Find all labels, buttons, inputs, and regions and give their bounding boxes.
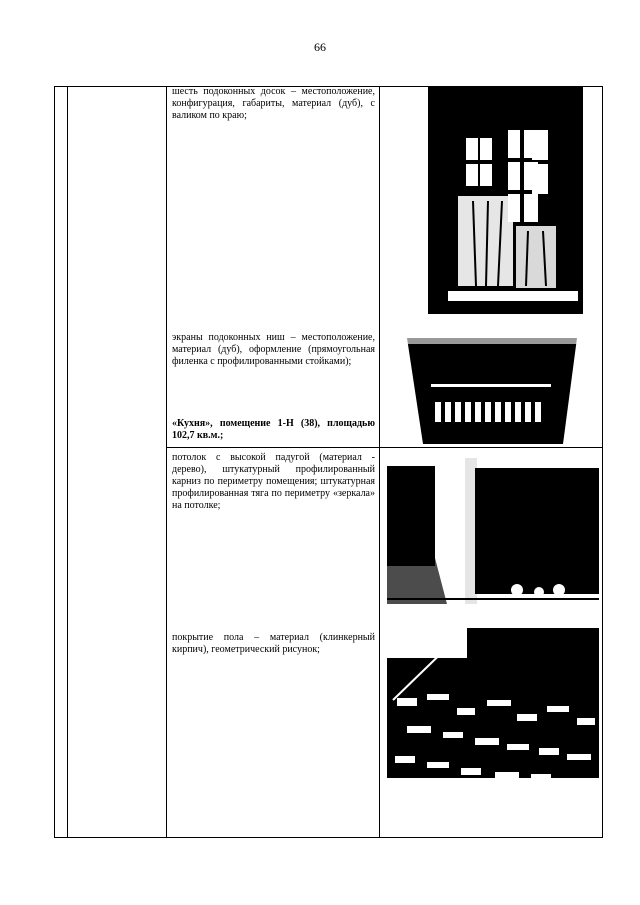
column-divider-1 [67,86,68,838]
column-divider-2 [166,86,167,838]
clinker-floor-photo [387,628,599,784]
description-window-sills: шесть подоконных досок – местоположение, конфигурация, габариты, материал (дуб), с валиком по краю; [172,86,375,121]
table-left-border [54,86,55,838]
heading-divider-left [166,447,379,448]
window-photo [428,86,583,314]
table-right-border [602,86,603,838]
description-niche-screens: экраны подоконных ниш – местоположение, материал (дуб), оформление (прямоугольная филенка с профилированными стойками); [172,332,375,367]
heading-divider-right [379,447,602,448]
kitchen-heading: «Кухня», помещение 1-Н (38), площадью 102,7 кв.м.; [172,418,375,441]
description-kitchen-floor: покрытие пола – материал (клинкерный кирпич), геометрический рисунок; [172,632,375,655]
window-niche-screen-photo [385,324,599,444]
table-bottom-border [54,837,603,838]
kitchen-ceiling-photo [387,458,599,604]
column-divider-3 [379,86,380,838]
page-number: 66 [314,40,326,54]
description-kitchen-ceiling: потолок с высокой падугой (материал - дерево), штукатурный профилированный карниз по периметру помещения; штукатурная профилированная тяга по периметру «зеркала» на потолке; [172,452,375,511]
